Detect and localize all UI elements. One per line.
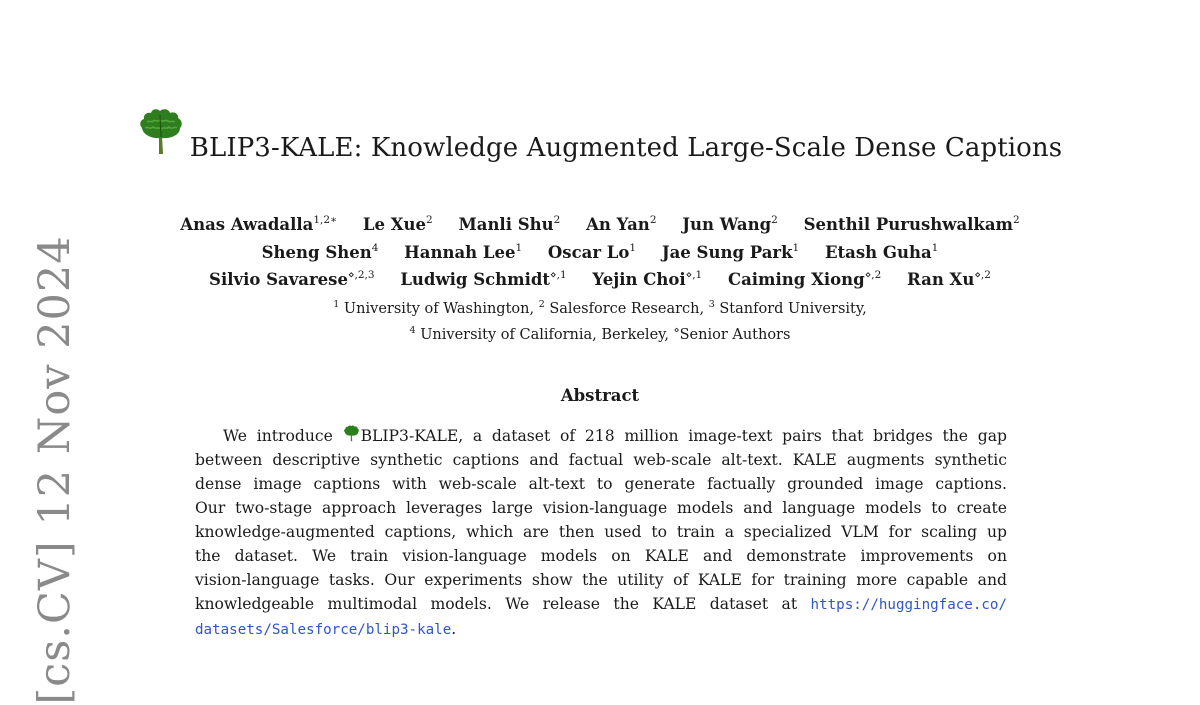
author: Oscar Lo$^1$: [547, 242, 637, 262]
author: Jae Sung Park$^1$: [661, 242, 800, 262]
author: Senthil Purushwalkam$^2$: [803, 214, 1020, 234]
abstract-line: We introduce BLIP3-KALE, a dataset of 218 million image-text pairs that bridges the gap: [223, 427, 1007, 445]
author: Ludwig Schmidt$^{⋄,1}$: [400, 269, 567, 289]
affiliations-line: $^4$ University of California, Berkeley, ⋄Senior Authors: [409, 325, 791, 343]
dataset-link[interactable]: https://huggingface.co/: [810, 597, 1007, 613]
author: Manli Shu$^2$: [458, 214, 561, 234]
abstract-line: knowledgeable multimodal models. We release the KALE dataset at https://huggingface.co/: [195, 595, 1007, 613]
author: Yejin Choi$^{⋄,1}$: [592, 269, 703, 289]
abstract-heading: Abstract: [560, 386, 640, 405]
dataset-link[interactable]: datasets/Salesforce/blip3-kale: [195, 622, 452, 638]
authors-line: [0, 269, 1200, 289]
author: Jun Wang$^2$: [682, 214, 778, 234]
authors-line: [0, 214, 1200, 234]
author: Hannah Lee$^1$: [404, 242, 523, 262]
author: Etash Guha$^1$: [824, 242, 939, 262]
arxiv-stamp: [cs.CV] 12 Nov 2024: [30, 235, 80, 705]
author: Sheng Shen$^4$: [261, 242, 379, 262]
abstract-line: the dataset. We train vision-language models on KALE and demonstrate improvements on: [195, 547, 1007, 565]
abstract-line: knowledge-augmented captions, which are then used to train a specialized VLM for scaling up: [195, 523, 1007, 541]
kale-leaf-icon: [343, 425, 360, 442]
abstract-line: datasets/Salesforce/blip3-kale.: [195, 620, 457, 638]
author: Le Xue$^2$: [362, 214, 433, 234]
authors-line: [0, 242, 1200, 262]
abstract-line: dense image captions with web-scale alt-text to generate factually grounded image captions.: [195, 475, 1007, 493]
author: Silvio Savarese$^{⋄,2,3}$: [209, 269, 375, 289]
abstract-line: vision-language tasks. Our experiments show the utility of KALE for training more capable and: [195, 571, 1007, 589]
author: Ran $Xu^{⋄,2}$: [907, 269, 991, 289]
paper-title: BLIP3-KALE: Knowledge Augmented Large-Scale Dense Captions: [189, 133, 1063, 163]
affiliations-line: $^1$ University of Washington, $^2$ Salesforce Research, $^3$ Stanford University,: [333, 299, 867, 317]
author: Anas Awadalla$^{1,2∗}$: [180, 214, 338, 234]
kale-leaf-icon: [138, 108, 184, 156]
title-row: [0, 108, 1200, 163]
author: Caiming Xiong$^{⋄,2}$: [727, 269, 882, 289]
author: An Yan$^2$: [586, 214, 657, 234]
abstract-line: Our two-stage approach leverages large vision-language models and language models to create: [195, 499, 1007, 517]
abstract-body: [195, 424, 1007, 642]
abstract-line: between descriptive synthetic captions and factual web-scale alt-text. KALE augments synthetic: [195, 451, 1007, 469]
